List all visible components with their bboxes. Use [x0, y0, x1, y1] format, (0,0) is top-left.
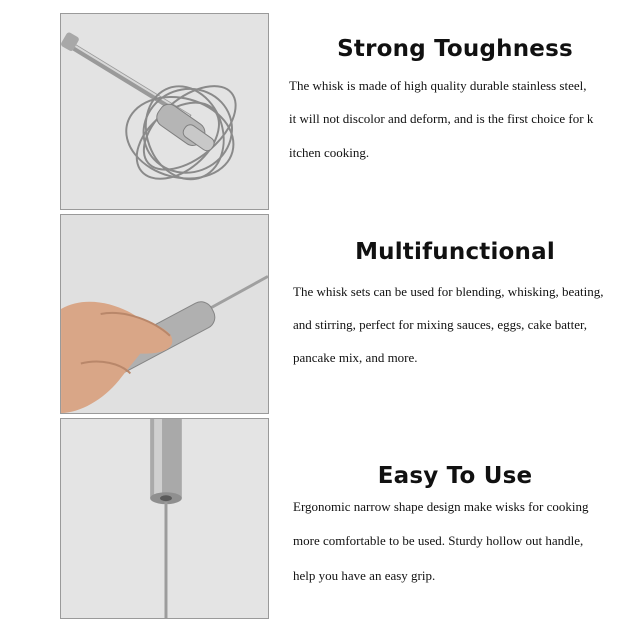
feature-description-line: it will not discolor and deform, and is the first choice for k [289, 111, 594, 126]
feature-strong-toughness [280, 36, 630, 62]
whisk-head-illustration [61, 14, 268, 209]
feature-easy-to-use [280, 463, 630, 489]
whisk-handle-illustration [61, 419, 268, 618]
whisk-head-photo [60, 13, 269, 210]
feature-description-line: help you have an easy grip. [293, 568, 436, 583]
feature-title: Strong Toughness [337, 36, 573, 62]
feature-description-line: itchen cooking. [289, 145, 370, 160]
hand-holding-whisk-illustration [61, 215, 268, 413]
whisk-handle-photo [60, 418, 269, 619]
feature-description-line: pancake mix, and more. [293, 350, 418, 365]
feature-title: Multifunctional [355, 239, 555, 265]
feature-multifunctional [280, 239, 630, 265]
feature-title: Easy To Use [377, 463, 533, 489]
feature-description-line: The whisk sets can be used for blending, whisking, beating, [293, 284, 604, 299]
feature-description-line: Ergonomic narrow shape design make wisks for cooking [293, 499, 589, 514]
feature-description-line: more comfortable to be used. Sturdy hollow out handle, [293, 533, 584, 548]
feature-description-line: The whisk is made of high quality durable stainless steel, [289, 78, 587, 93]
feature-description-line: and stirring, perfect for mixing sauces, eggs, cake batter, [293, 317, 588, 332]
hand-holding-whisk-photo [60, 214, 269, 414]
